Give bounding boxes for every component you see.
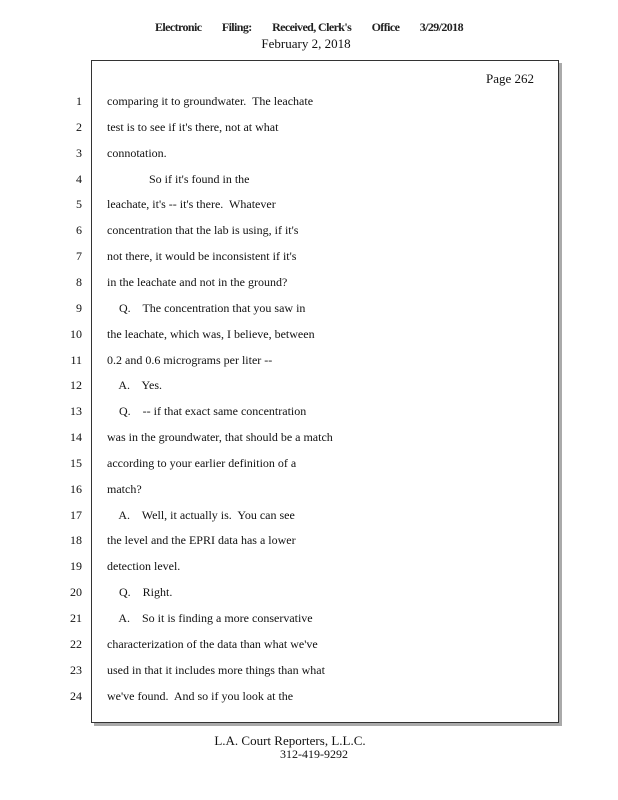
line-text: detection level. <box>107 559 181 573</box>
filing-stamp <box>0 20 618 35</box>
line-text: was in the groundwater, that should be a match <box>107 430 333 444</box>
stamp-word: Filing: <box>221 20 252 34</box>
stamp-word: Electronic <box>155 20 202 34</box>
line-text: characterization of the data than what we've <box>107 637 318 651</box>
line-number: 13 <box>70 404 82 418</box>
line-number: 6 <box>76 223 82 237</box>
line-number: 21 <box>70 611 82 625</box>
line-text: A. Well, it actually is. You can see <box>107 508 295 522</box>
transcript-date: February 2, 2018 <box>261 36 351 51</box>
line-text: match? <box>107 482 142 496</box>
line-text: not there, it would be inconsistent if it's <box>107 249 297 263</box>
footer-company: L.A. Court Reporters, L.L.C. <box>214 733 366 748</box>
line-number: 12 <box>70 378 82 392</box>
stamp-word: Received, Clerk's <box>272 20 352 34</box>
line-number: 4 <box>76 172 82 186</box>
line-text: connotation. <box>107 146 167 160</box>
stamp-word: 3/29/2018 <box>419 20 463 34</box>
line-text: in the leachate and not in the ground? <box>107 275 288 289</box>
line-text: Q. -- if that exact same concentration <box>107 404 307 418</box>
line-number: 5 <box>76 197 82 211</box>
line-text: A. Yes. <box>107 378 163 392</box>
line-number: 24 <box>70 689 82 703</box>
line-number: 16 <box>70 482 82 496</box>
page-number: Page 262 <box>486 71 535 86</box>
line-number: 23 <box>70 663 82 677</box>
line-number: 15 <box>70 456 82 470</box>
line-text: Q. The concentration that you saw in <box>107 301 306 315</box>
line-text: Q. Right. <box>107 585 173 599</box>
line-number: 22 <box>70 637 82 651</box>
line-number: 7 <box>76 249 82 263</box>
line-text: comparing it to groundwater. The leachate <box>107 94 314 108</box>
line-text: So if it's found in the <box>107 172 250 186</box>
line-text: 0.2 and 0.6 micrograms per liter -- <box>107 353 273 367</box>
line-number: 3 <box>76 146 82 160</box>
line-number: 14 <box>70 430 82 444</box>
line-number: 18 <box>70 533 82 547</box>
line-text: test is to see if it's there, not at what <box>107 120 279 134</box>
line-number: 8 <box>76 275 82 289</box>
line-number: 10 <box>70 327 82 341</box>
line-text: according to your earlier definition of a <box>107 456 297 470</box>
line-text: the level and the EPRI data has a lower <box>107 533 296 547</box>
line-number: 1 <box>76 94 82 108</box>
line-text: concentration that the lab is using, if it's <box>107 223 299 237</box>
line-text: used in that it includes more things than what <box>107 663 325 677</box>
line-text: A. So it is finding a more conservative <box>107 611 313 625</box>
line-number: 2 <box>76 120 82 134</box>
line-number: 20 <box>70 585 82 599</box>
line-number: 11 <box>70 353 82 367</box>
line-text: leachate, it's -- it's there. Whatever <box>107 197 276 211</box>
line-text: we've found. And so if you look at the <box>107 689 294 703</box>
footer-phone: 312-419-9292 <box>280 747 348 761</box>
line-number: 9 <box>76 301 82 315</box>
line-number: 17 <box>70 508 82 522</box>
stamp-word: Office <box>371 20 400 34</box>
line-text: the leachate, which was, I believe, between <box>107 327 315 341</box>
line-number: 19 <box>70 559 82 573</box>
